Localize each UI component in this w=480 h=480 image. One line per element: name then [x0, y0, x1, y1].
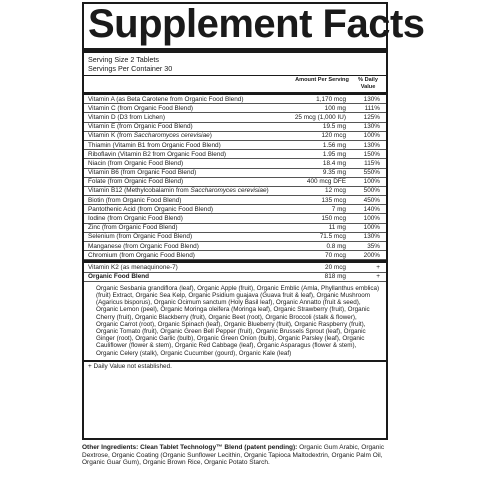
nutrient-amount: 19.5 mg — [322, 123, 346, 131]
nutrient-dv: 100% — [363, 132, 380, 140]
nutrient-name: Vitamin K2 (as menaquinone-7) — [88, 263, 178, 271]
nutrient-row — [84, 113, 386, 122]
nutrient-name: Niacin (from Organic Food Blend) — [88, 159, 184, 167]
nutrient-dv: 100% — [363, 215, 380, 223]
nutrient-row — [84, 205, 386, 214]
nutrient-row — [84, 178, 386, 187]
nutrient-row — [84, 251, 386, 260]
nutrient-dv: 111% — [364, 104, 380, 112]
servings-per-container: Servings Per Container 30 — [88, 64, 173, 73]
nutrient-amount: 1.95 mg — [322, 150, 346, 158]
extra-list — [84, 263, 386, 281]
nutrient-name: Vitamin E (from Organic Food Blend) — [88, 123, 193, 131]
nutrient-row — [84, 187, 386, 196]
nutrient-name: Manganese (from Organic Food Blend) — [88, 242, 199, 250]
nutrient-name: Chromium (from Organic Food Blend) — [88, 251, 195, 259]
nutrient-name: Riboflavin (Vitamin B2 from Organic Food Blend) — [88, 150, 227, 158]
nutrient-amount: 400 mcg DFE — [306, 178, 346, 186]
nutrient-row — [84, 224, 386, 233]
nutrient-amount: 818 mg — [324, 273, 346, 281]
nutrient-row — [84, 273, 386, 282]
nutrient-dv: 450% — [363, 196, 380, 204]
dv-header: % Daily Value — [358, 77, 378, 90]
nutrient-row — [84, 263, 386, 272]
nutrient-row — [84, 132, 386, 141]
other-ingredients-label: Other Ingredients: Clean Tablet Technology™ Blend (patent pending): — [82, 444, 298, 451]
nutrient-dv: 100% — [363, 224, 380, 232]
column-header — [84, 75, 386, 92]
nutrient-amount: 100 mg — [324, 104, 346, 112]
nutrient-amount: 1.56 mg — [322, 141, 346, 149]
nutrient-dv: 150% — [363, 150, 380, 158]
nutrient-row — [84, 242, 386, 251]
nutrient-name: Vitamin B6 (from Organic Food Blend) — [88, 169, 197, 177]
serving-size: Serving Size 2 Tablets — [88, 55, 159, 64]
nutrient-amount: 71.5 mcg — [319, 233, 346, 241]
nutrient-name: Vitamin D (D3 from Lichen) — [88, 113, 165, 121]
nutrient-dv: + — [376, 263, 380, 271]
nutrient-dv: 130% — [363, 233, 380, 241]
serving-info — [84, 53, 386, 75]
nutrient-name: Iodine (from Organic Food Blend) — [88, 215, 183, 223]
nutrient-row — [84, 123, 386, 132]
nutrient-amount: 25 mcg (1,000 IU) — [294, 113, 346, 121]
nutrient-dv: 130% — [363, 95, 380, 103]
nutrient-row — [84, 150, 386, 159]
nutrient-dv: 100% — [363, 178, 380, 186]
nutrient-name: Vitamin B12 (Methylcobalamin from Saccharomyces cerevisiae) — [88, 187, 269, 195]
supplement-facts-panel — [82, 2, 425, 440]
nutrient-row — [84, 214, 386, 223]
panel-title: Supplement Facts — [88, 2, 425, 46]
nutrient-dv: + — [376, 273, 380, 281]
nutrient-amount: 150 mcg — [321, 215, 346, 223]
nutrient-name: Vitamin C (from Organic Food Blend) — [88, 104, 194, 112]
nutrient-row — [84, 95, 386, 104]
nutrient-name: Pantothenic Acid (from Organic Food Blend) — [88, 205, 214, 213]
nutrient-name: Vitamin A (as Beta Carotene from Organic Food Blend) — [88, 95, 244, 103]
nutrient-name: Selenium (from Organic Food Blend) — [88, 233, 193, 241]
nutrient-amount: 0.8 mg — [326, 242, 346, 250]
blend-ingredients: Organic Sesbania grandiflora (leaf), Organic Apple (fruit), Organic Emblic (Amla, Phyllanthus emblica) (fruit) Extract, Organic Sea Kelp, Organic Psidium guajava (Guava fruit & leaf), Organic Mushroom (Agaricus bisporus), Organic Ocimum sanctum (Holy Basil leaf), Organic Annatto (fruit & seed), Organic Lemon (peel), Organic Moringa oleifera (Moringa leaf), Organic Strawberry (fruit), Organic Cherry (fruit), Organic Blackberry (fruit), Organic Beet (root), Organic Broccoli (stalk & flower), Organic Carrot (root), Organic Spinach (leaf), Organic Blueberry (fruit), Organic Raspberry (fruit), Organic Tomato (fruit), Organic Green Bell Pepper (fruit), Organic Brussels Sprout (leaf), Organic Ginger (root), Organic Garlic (bulb), Organic Green Onion (bulb), Organic Parsley (leaf), Organic Cauliflower (flower & stem), Organic Red Cabbage (leaf), Organic Asparagus (flower & stem), Organic Celery (stalk), Organic Cucumber (gourd), Organic Kale (leaf) — [96, 284, 380, 357]
amount-header: Amount Per Serving — [295, 77, 349, 83]
nutrient-dv: 35% — [367, 242, 380, 250]
nutrient-dv: 115% — [364, 159, 380, 167]
nutrient-name: Zinc (from Organic Food Blend) — [88, 224, 178, 232]
nutrient-amount: 18.4 mg — [322, 159, 346, 167]
nutrient-row — [84, 104, 386, 113]
nutrient-dv: 500% — [363, 187, 380, 195]
nutrient-row — [84, 141, 386, 150]
nutrient-row — [84, 169, 386, 178]
nutrient-dv: 125% — [363, 113, 380, 121]
nutrient-list — [84, 95, 386, 260]
nutrient-name: Folate (from Organic Food Blend) — [88, 178, 184, 186]
other-ingredients — [82, 444, 388, 467]
nutrient-amount: 1,170 mcg — [316, 95, 346, 103]
nutrient-row — [84, 196, 386, 205]
footnote: + Daily Value not established. — [84, 360, 386, 369]
nutrient-amount: 9.35 mg — [322, 169, 346, 177]
other-ingredients-text: Organic Gum Arabic, Organic Dextrose, Organic Coating (Organic Sunflower Lecithin, Organic Tapioca Maltodextrin, Organic Palm Oil, Organic Guar Gum), Organic Brown Rice, Organic Potato Starch. — [82, 444, 385, 467]
nutrient-name: Thiamin (Vitamin B1 from Organic Food Blend) — [88, 141, 221, 149]
nutrient-amount: 70 mcg — [325, 251, 346, 259]
nutrient-name: Organic Food Blend — [88, 273, 150, 281]
nutrient-dv: 550% — [363, 169, 380, 177]
nutrient-amount: 7 mg — [331, 205, 346, 213]
nutrient-amount: 11 mg — [328, 224, 346, 232]
nutrient-name: Biotin (from Organic Food Blend) — [88, 196, 182, 204]
nutrient-dv: 130% — [363, 123, 380, 131]
nutrient-row — [84, 233, 386, 242]
nutrient-row — [84, 159, 386, 168]
nutrient-amount: 12 mcg — [325, 187, 346, 195]
nutrient-amount: 135 mcg — [321, 196, 346, 204]
nutrient-amount: 120 mcg — [321, 132, 346, 140]
nutrient-dv: 200% — [363, 251, 380, 259]
nutrient-amount: 20 mcg — [325, 263, 346, 271]
nutrient-dv: 130% — [363, 141, 380, 149]
nutrient-dv: 140% — [363, 205, 380, 213]
nutrient-name: Vitamin K (from Saccharomyces cerevisiae) — [88, 132, 212, 140]
